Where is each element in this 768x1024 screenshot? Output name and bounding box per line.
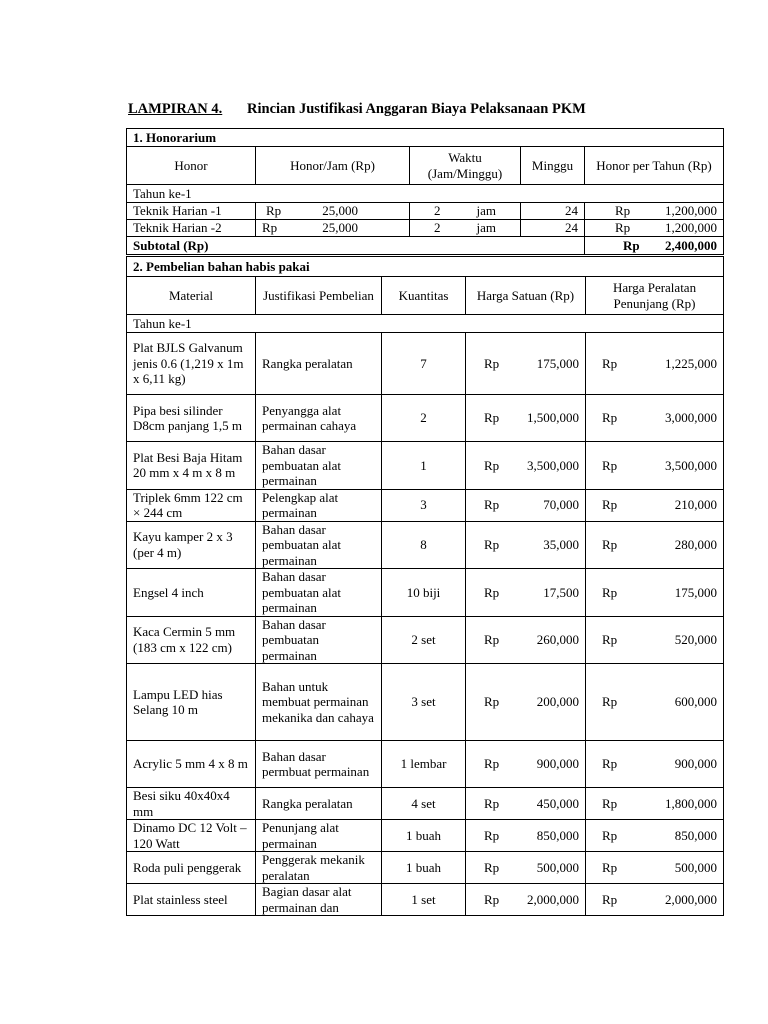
material-quantity: 1 buah [382, 820, 466, 852]
material-total: Rp 1,800,000 [586, 788, 724, 820]
column-header: Honor/Jam (Rp) [256, 147, 410, 185]
material-justification: Bahan dasar pembuatan alat permainan [256, 521, 382, 569]
honor-name: Teknik Harian -1 [127, 203, 256, 220]
material-unit-price: Rp 175,000 [466, 333, 586, 395]
column-header: Honor [127, 147, 256, 185]
material-name: Kayu kamper 2 x 3 (per 4 m) [127, 521, 256, 569]
material-quantity: 8 [382, 521, 466, 569]
material-justification: Bahan dasar pembuatan alat permainan [256, 569, 382, 617]
material-name: Dinamo DC 12 Volt – 120 Watt [127, 820, 256, 852]
material-total: Rp 600,000 [586, 664, 724, 741]
column-header: Justifikasi Pembelian [256, 277, 382, 315]
year-label: Tahun ke-1 [127, 315, 724, 333]
material-name: Lampu LED hias Selang 10 m [127, 664, 256, 741]
material-total: Rp 520,000 [586, 616, 724, 664]
material-name: Besi siku 40x40x4 mm [127, 788, 256, 820]
table-row [127, 884, 724, 916]
table-row [127, 616, 724, 664]
honor-name: Teknik Harian -2 [127, 220, 256, 237]
column-header: Harga Satuan (Rp) [466, 277, 586, 315]
honor-rate: Rp 25,000 [256, 203, 410, 220]
column-header: Minggu [521, 147, 585, 185]
column-header: Material [127, 277, 256, 315]
honor-total: Rp 1,200,000 [585, 220, 724, 237]
material-quantity: 2 set [382, 616, 466, 664]
material-name: Plat stainless steel [127, 884, 256, 916]
table-row [127, 333, 724, 395]
column-header: Waktu (Jam/Minggu) [410, 147, 521, 185]
appendix-label: LAMPIRAN 4. [128, 101, 223, 117]
material-unit-price: Rp 35,000 [466, 521, 586, 569]
column-header: Kuantitas [382, 277, 466, 315]
year-label: Tahun ke-1 [127, 185, 724, 203]
table-row [127, 569, 724, 617]
material-quantity: 4 set [382, 788, 466, 820]
material-justification: Bagian dasar alat permainan dan [256, 884, 382, 916]
material-unit-price: Rp 500,000 [466, 852, 586, 884]
table-row [127, 820, 724, 852]
material-total: Rp 1,225,000 [586, 333, 724, 395]
table-row [127, 788, 724, 820]
material-justification: Penyangga alat permainan cahaya [256, 395, 382, 442]
honor-hours: 2 jam [410, 203, 521, 220]
material-name: Triplek 6mm 122 cm × 244 cm [127, 489, 256, 521]
table-row [127, 852, 724, 884]
subtotal-value: Rp 2,400,000 [585, 237, 724, 255]
honor-total: Rp 1,200,000 [585, 203, 724, 220]
material-quantity: 3 set [382, 664, 466, 741]
material-quantity: 2 [382, 395, 466, 442]
honor-hours: 2 jam [410, 220, 521, 237]
material-quantity: 10 biji [382, 569, 466, 617]
table-row [127, 741, 724, 788]
material-quantity: 1 lembar [382, 741, 466, 788]
materials-table [126, 256, 724, 916]
table-row [127, 220, 724, 237]
honor-weeks: 24 [521, 203, 585, 220]
material-unit-price: Rp 450,000 [466, 788, 586, 820]
honorarium-table [126, 128, 724, 255]
material-name: Roda puli penggerak [127, 852, 256, 884]
table-row [127, 395, 724, 442]
material-justification: Rangka peralatan [256, 788, 382, 820]
material-total: Rp 850,000 [586, 820, 724, 852]
material-total: Rp 3,000,000 [586, 395, 724, 442]
honor-rate: Rp 25,000 [256, 220, 410, 237]
material-justification: Bahan dasar pembuatan permainan [256, 616, 382, 664]
material-justification: Bahan dasar pembuatan alat permainan [256, 442, 382, 490]
material-unit-price: Rp 2,000,000 [466, 884, 586, 916]
material-quantity: 3 [382, 489, 466, 521]
material-name: Engsel 4 inch [127, 569, 256, 617]
appendix-title: Rincian Justifikasi Anggaran Biaya Pelaksanaan PKM [247, 101, 586, 117]
material-unit-price: Rp 3,500,000 [466, 442, 586, 490]
table-row [127, 203, 724, 220]
material-justification: Bahan dasar permbuat permainan [256, 741, 382, 788]
material-quantity: 1 buah [382, 852, 466, 884]
material-name: Plat Besi Baja Hitam 20 mm x 4 m x 8 m [127, 442, 256, 490]
material-name: Kaca Cermin 5 mm (183 cm x 122 cm) [127, 616, 256, 664]
material-justification: Bahan untuk membuat permainan mekanika dan cahaya [256, 664, 382, 741]
material-total: Rp 500,000 [586, 852, 724, 884]
table-row [127, 521, 724, 569]
table-row [127, 442, 724, 490]
material-name: Acrylic 5 mm 4 x 8 m [127, 741, 256, 788]
honor-weeks: 24 [521, 220, 585, 237]
material-unit-price: Rp 850,000 [466, 820, 586, 852]
subtotal-row [127, 237, 724, 255]
section-heading: 1. Honorarium [127, 129, 724, 147]
material-quantity: 1 set [382, 884, 466, 916]
material-quantity: 7 [382, 333, 466, 395]
material-justification: Penunjang alat permainan [256, 820, 382, 852]
table-row [127, 664, 724, 741]
material-total: Rp 280,000 [586, 521, 724, 569]
material-total: Rp 175,000 [586, 569, 724, 617]
material-justification: Pelengkap alat permainan [256, 489, 382, 521]
material-unit-price: Rp 900,000 [466, 741, 586, 788]
section-heading: 2. Pembelian bahan habis pakai [127, 257, 724, 277]
material-name: Pipa besi silinder D8cm panjang 1,5 m [127, 395, 256, 442]
material-total: Rp 2,000,000 [586, 884, 724, 916]
material-unit-price: Rp 200,000 [466, 664, 586, 741]
column-header: Harga Peralatan Penunjang (Rp) [586, 277, 724, 315]
material-quantity: 1 [382, 442, 466, 490]
material-justification: Rangka peralatan [256, 333, 382, 395]
column-header: Honor per Tahun (Rp) [585, 147, 724, 185]
subtotal-label: Subtotal (Rp) [127, 237, 585, 255]
material-total: Rp 900,000 [586, 741, 724, 788]
material-total: Rp 3,500,000 [586, 442, 724, 490]
material-name: Plat BJLS Galvanum jenis 0.6 (1,219 x 1m x 6,11 kg) [127, 333, 256, 395]
table-row [127, 489, 724, 521]
material-unit-price: Rp 1,500,000 [466, 395, 586, 442]
material-justification: Penggerak mekanik peralatan [256, 852, 382, 884]
material-unit-price: Rp 17,500 [466, 569, 586, 617]
page-title [128, 101, 586, 118]
material-unit-price: Rp 260,000 [466, 616, 586, 664]
material-total: Rp 210,000 [586, 489, 724, 521]
material-unit-price: Rp 70,000 [466, 489, 586, 521]
